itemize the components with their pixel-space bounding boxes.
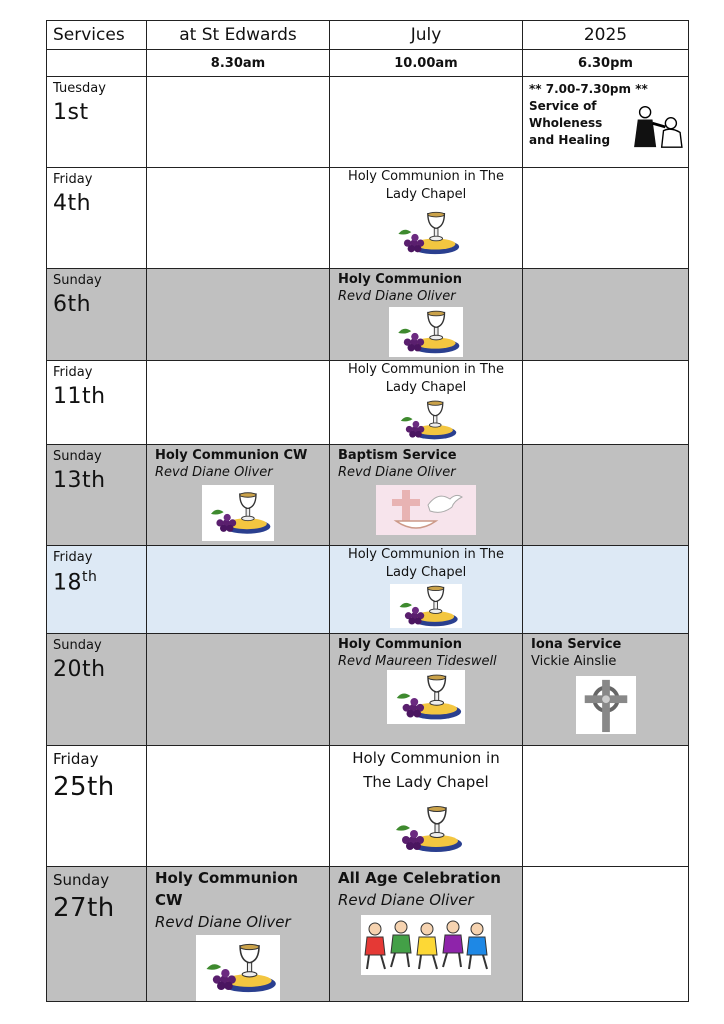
evening-cell	[523, 634, 689, 746]
day-label: Sunday	[53, 638, 102, 653]
service-text: Holy Communion in The Lady Chapel	[352, 749, 500, 791]
table-row	[47, 445, 689, 546]
chalice-grapes-icon	[390, 584, 462, 628]
header-row	[47, 21, 689, 50]
evening-cell	[523, 746, 689, 867]
service-minister: Vickie Ainslie	[531, 654, 617, 669]
chalice-grapes-icon	[390, 399, 462, 441]
table-row	[47, 269, 689, 361]
date-suffix: th	[82, 569, 98, 585]
service-title: Holy Communion CW	[155, 869, 299, 909]
day-label: Friday	[53, 750, 99, 768]
evening-title: Service of Wholeness and Healing	[529, 99, 611, 147]
laying-on-hands-icon	[630, 103, 686, 149]
service-title: Holy Communion	[338, 637, 462, 652]
morning-cell	[330, 746, 523, 867]
service-minister: Revd Diane Oliver	[338, 289, 456, 304]
service-title: All Age Celebration	[338, 869, 501, 887]
morning-cell	[330, 546, 523, 634]
service-minister: Revd Diane Oliver	[338, 891, 474, 909]
table-row	[47, 361, 689, 445]
evening-cell	[523, 168, 689, 269]
early-cell	[147, 867, 330, 1002]
table-row	[47, 546, 689, 634]
service-title: Iona Service	[531, 637, 622, 652]
table-row	[47, 746, 689, 867]
chalice-grapes-icon	[387, 210, 465, 256]
day-label: Tuesday	[53, 81, 106, 96]
times-row	[47, 50, 689, 77]
table-row	[47, 168, 689, 269]
evening-cell	[523, 77, 689, 168]
table-row	[47, 634, 689, 746]
early-cell	[147, 634, 330, 746]
service-text: Holy Communion in The Lady Chapel	[347, 169, 505, 202]
date-cell	[47, 546, 147, 634]
chalice-grapes-icon	[386, 802, 466, 856]
morning-cell	[330, 867, 523, 1002]
early-cell	[147, 269, 330, 361]
date-cell	[47, 445, 147, 546]
morning-cell	[330, 77, 523, 168]
early-cell	[147, 746, 330, 867]
date-label: 13th	[53, 468, 106, 493]
table-row	[47, 77, 689, 168]
date-cell	[47, 269, 147, 361]
celtic-cross-icon	[576, 676, 636, 734]
date-label	[53, 569, 146, 595]
service-text: Holy Communion in The Lady Chapel	[347, 362, 505, 395]
date-cell	[47, 361, 147, 445]
header-church: at St Edwards	[147, 21, 330, 50]
date-label: 1st	[53, 100, 89, 125]
morning-cell	[330, 269, 523, 361]
evening-cell	[523, 867, 689, 1002]
chalice-grapes-icon	[387, 670, 465, 724]
date-cell	[47, 746, 147, 867]
morning-cell	[330, 634, 523, 746]
time-early: 8.30am	[147, 50, 330, 77]
morning-cell	[330, 168, 523, 269]
header-year: 2025	[523, 21, 689, 50]
date-number: 18	[53, 570, 82, 596]
evening-cell	[523, 546, 689, 634]
chalice-grapes-icon	[202, 485, 274, 541]
day-label: Friday	[53, 172, 93, 187]
header-services: Services	[47, 21, 147, 50]
early-cell	[147, 361, 330, 445]
early-cell	[147, 445, 330, 546]
date-label: 11th	[53, 384, 106, 409]
morning-cell	[330, 361, 523, 445]
service-title: Holy Communion	[338, 272, 462, 287]
day-label: Friday	[53, 550, 93, 565]
time-evening: 6.30pm	[523, 50, 689, 77]
service-minister: Revd Diane Oliver	[338, 465, 456, 480]
day-label: Sunday	[53, 871, 110, 889]
day-label: Sunday	[53, 449, 102, 464]
service-minister: Revd Maureen Tideswell	[338, 654, 497, 669]
baptism-dove-icon	[376, 485, 476, 535]
date-cell	[47, 867, 147, 1002]
evening-time: ** 7.00-7.30pm **	[529, 82, 648, 96]
service-minister: Revd Diane Oliver	[155, 913, 291, 931]
date-label: 27th	[53, 893, 115, 923]
morning-cell	[330, 445, 523, 546]
table-row	[47, 867, 689, 1002]
service-title: Baptism Service	[338, 448, 457, 463]
evening-cell	[523, 269, 689, 361]
dancing-children-icon	[361, 915, 491, 975]
date-label: 20th	[53, 657, 106, 682]
chalice-grapes-icon	[389, 307, 463, 357]
chalice-grapes-icon	[196, 935, 280, 1001]
date-label: 6th	[53, 292, 92, 317]
time-morning: 10.00am	[330, 50, 523, 77]
date-cell	[47, 77, 147, 168]
date-label: 25th	[53, 772, 115, 802]
early-cell	[147, 77, 330, 168]
early-cell	[147, 168, 330, 269]
date-label: 4th	[53, 191, 92, 216]
day-label: Friday	[53, 365, 93, 380]
service-minister: Revd Diane Oliver	[155, 465, 273, 480]
header-month: July	[330, 21, 523, 50]
date-cell	[47, 634, 147, 746]
times-blank	[47, 50, 147, 77]
early-cell	[147, 546, 330, 634]
evening-cell	[523, 361, 689, 445]
day-label: Sunday	[53, 273, 102, 288]
service-text: Holy Communion in The Lady Chapel	[347, 547, 505, 580]
date-cell	[47, 168, 147, 269]
evening-cell	[523, 445, 689, 546]
service-title: Holy Communion CW	[155, 448, 308, 463]
services-table	[46, 20, 689, 1002]
